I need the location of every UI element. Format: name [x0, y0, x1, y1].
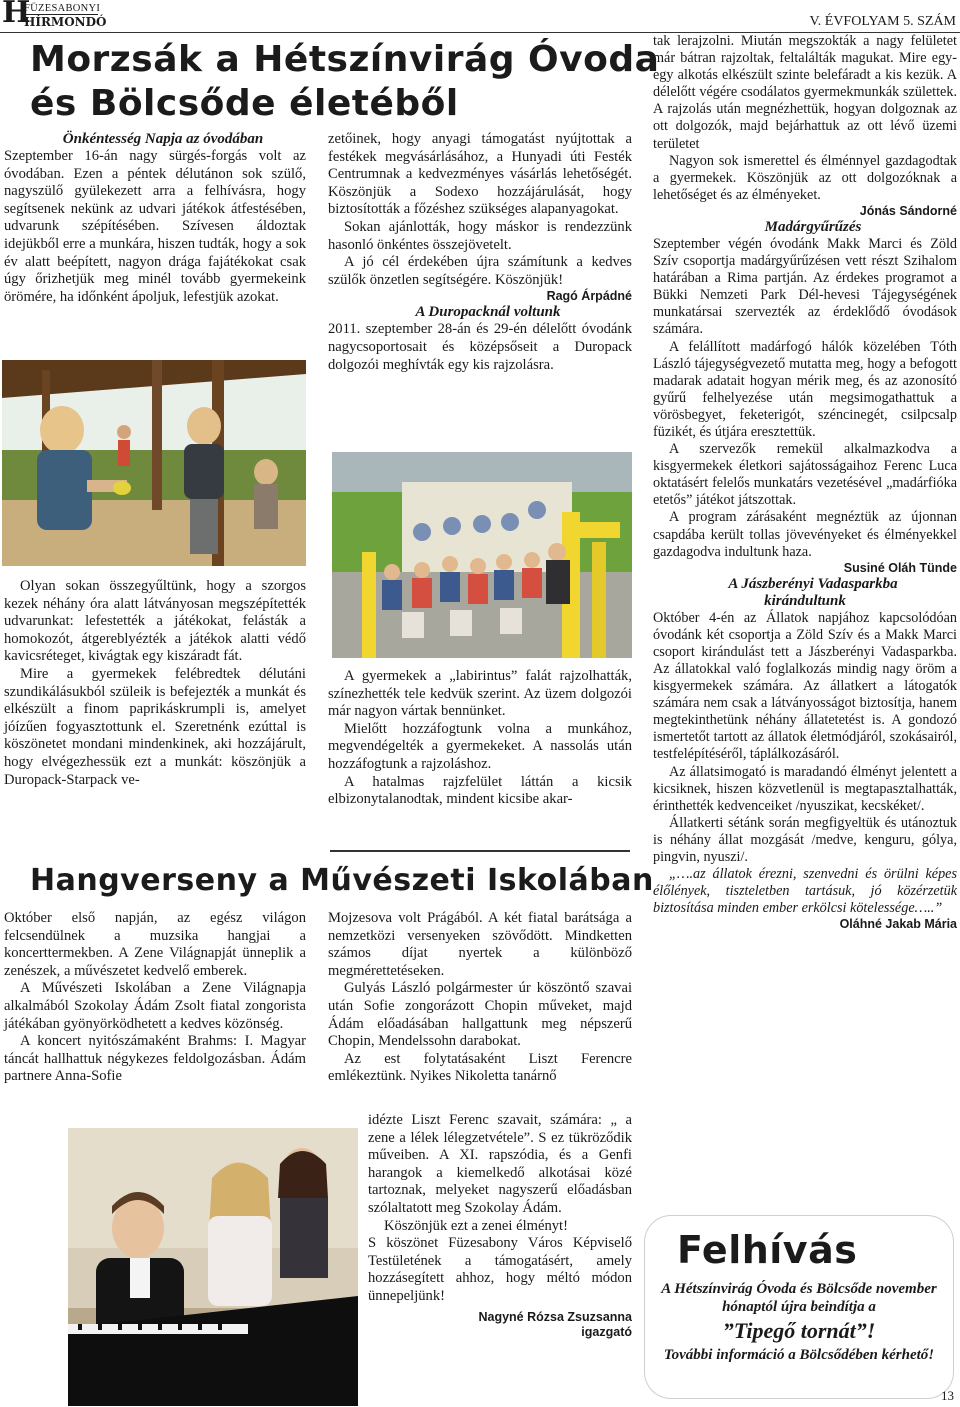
subhead-zoo-trip: A Jászberényi Vadasparkba kirándultunk — [728, 575, 898, 609]
photo-children-group — [332, 452, 632, 658]
callout-line1: A Hétszínvirág Óvoda és Bölcsőde november hónaptól újra beindítja a — [661, 1281, 937, 1315]
paragraph: Nagyon sok ismerettel és élménnyel gazdagodtak a gyermekek. Köszönjük az ott dolgozóknak a lehetőséget és az élményeket. — [653, 152, 957, 203]
article2-col2-wrap — [368, 1112, 632, 1340]
paragraph: Szeptember végén óvodánk Makk Marci és Zöld Szív csoportja madárgyűrűzésen vett részt Szihalom határában a Rima partján. Az érdekes programot a Bükki Nemzeti Park Dél-hevesi Tájegységének munkatársai szervezték az érdeklődő óvodások számára. — [653, 235, 957, 338]
paragraph: Köszönjük ezt a zenei élményt! — [384, 1217, 568, 1234]
masthead-logo — [2, 2, 122, 30]
paragraph: Október 4-én az Állatok napjához kapcsolódóan óvodánk két csoportja a Zöld Szív és a Makk Marci csoport kirándulást tett a Jászberényi Vadasparkba. Az állatokkal való foglalkozás mindig nagy öröm a kisgyermekek számára. Az állatkert a látogatók számára nem csak a látványosságot biztosítja, hanem megtekinthetünk néhány állatetetést is. A gondozó ismertetőt tartott az állatok életmódjáról, szokásairól, testfelépítéséről, táplálkozásáról. — [653, 609, 957, 763]
signature-title: igazgató — [581, 1324, 632, 1339]
paragraph: A hatalmas rajzfelület láttán a kicsik elbizonytalanodtak, mindent kicsibe akar- — [328, 773, 632, 808]
paragraph: A koncert nyitószámaként Brahms: I. Magyar táncát hallhattuk négykezes feldolgozásban. Ádám partnere Anna-Sofie — [4, 1033, 306, 1085]
article1-title-line2: és Bölcsőde életéből — [30, 83, 459, 124]
callout-title: Felhívás — [677, 1228, 858, 1272]
col3 — [653, 33, 957, 932]
signature: Oláhné Jakab Mária — [839, 917, 957, 932]
col1-bottom — [4, 578, 306, 789]
paragraph: Az állatsimogató is maradandó élményt jelentett a kicsiknek, hiszen közvetlenül is megtapasztalhatták, érinthették kedvenceiket /nyuszikat, kecskéket/. — [653, 763, 957, 814]
paragraph: Az est folytatásaként Liszt Ferencre emlékeztünk. Nyikes Nikoletta tanárnő — [328, 1050, 632, 1085]
subhead-duropack: A Duropacknál voltunk — [415, 304, 561, 321]
paragraph: Mielőtt hozzáfogtunk volna a munkához, megvendégelték a gyermekeket. A nassolás után hozzáfogtunk a rajzoláshoz. — [328, 720, 632, 772]
paragraph: zetőinek, hogy anyagi támogatást nyújtottak a festékek megvásárlásához, a Hunyadi úti Festék Centrumnak a kedvezményes vásárlás lehetőségét. Köszönjük a Sodexo hozzájárulását, hogy biztosították a főzéshez szükséges alapanyagokat. — [328, 131, 632, 218]
paragraph: Szeptember 16-án nagy sürgés-forgás volt az óvodában. Ezen a péntek délutánon sok szülő, nagyszülő gyülekezett arra a felhívásra, hogy segítsenek nekünk az udvari játékok átfestésében, udvarunk szépítésében. Szívesen áldoztak idejükből erre a munkára, hiszen tudták, hogy a sok év alatt beépített, nagyon drága fajátékokat csak úgy őrizhetjük meg minél tovább gyermekeink örömére, ha időnként ápoljuk, lefestjük azokat. — [4, 148, 306, 305]
photo-parents-painting — [2, 360, 306, 566]
signature: Susiné Oláh Tünde — [843, 560, 957, 575]
paragraph: A Művészeti Iskolában a Zene Világnapja alkalmából Szokolay Ádám Zsolt fiatal zongorista játékában gyönyörködhetett a kedves közönség. — [4, 980, 306, 1032]
photo-piano-concert — [68, 1128, 358, 1406]
signature: Ragó Árpádné — [546, 289, 632, 304]
quote: „….az állatok érezni, szenvedni és örülni képes élőlények, tiszteletben tartásuk, jó közérzetük biztosítása minden ember erkölcsi kötelessége…..” — [653, 866, 957, 917]
paragraph: A program zárásaként megnéztük az újonnan csapdába került tollas jövevényeket és élményekkel gazdagodva indultunk haza. — [653, 509, 957, 560]
col1-top — [4, 131, 306, 306]
paragraph: A jó cél érdekében újra számítunk a kedves szülők önzetlen segítségére. Köszönjük! — [328, 254, 632, 288]
paragraph: 2011. szeptember 28-án és 29-én délelőtt óvodánk nagycsoportosait és középsőseit a Duropack dolgozói meghívták egy kis rajzolásra. — [328, 321, 632, 373]
paragraph: Gulyás László polgármester úr köszöntő szavai után Sofie zongorázott Chopin műveket, majd Ádám előadásában hallgattunk meg népszerű Chopin, Mendelssohn darabokat. — [328, 980, 632, 1050]
logo-top: FÜZESABONYI — [24, 3, 101, 14]
subhead-bird-ringing: Madárgyűrűzés — [764, 218, 862, 235]
paragraph: tak lerajzolni. Miután megszokták a nagy felületet már bátran rajzoltak, feltalálták magukat. Mire egy-egy alkotás elkészült szinte belefáradt a kis kezük. A délelőtt végére csodálatos gyermekmunkák születtek. A rajzolás után megnézhettük, hogyan dolgoznak az ott dolgozók, majd bejárhattuk az ott lévő üzemi területet — [653, 33, 957, 152]
issue-number: V. ÉVFOLYAM 5. SZÁM — [809, 14, 956, 29]
article2-rule — [330, 850, 630, 852]
paragraph: Mire a gyermekek felébredtek délutáni szundikálásukból szüleik is befejezték a munkát és elkészült a finom paprikáskrumpli is, amelyet jóízűen fogyasztottunk el. Szeretnénk ezúttal is köszönetet mondani mindenkinek, aki hozzájárult, hogy elvégezhessük ezt a munkát: köszönjük a Duropack-Starpack ve- — [4, 665, 306, 788]
paragraph: idézte Liszt Ferenc szavait, számára: „ a zene a lélek lélegzetvétele”. S ez tükröződik műveiben. A XI. rapszódia, és a Genfi harangok a kiemelkedő alkotásai közé tartoznak, melyeket nagyszerű előadásban szólaltatott meg Szokolay Ádám. — [368, 1112, 632, 1216]
signature: Nagyné Rózsa Zsuzsanna — [478, 1309, 632, 1324]
article2-title: Hangverseny a Művészeti Iskolában — [30, 863, 654, 898]
paragraph: Sokan ajánlották, hogy máskor is rendezzünk hasonló önkéntes összejövetelt. — [328, 218, 632, 253]
paragraph: S köszönet Füzesabony Város Képviselő Testületének a támogatásért, amely hozzásegített ahhoz, hogy méltó módon ünnepeljünk! — [368, 1235, 632, 1304]
logo-bottom: HÍRMONDÓ — [24, 15, 107, 29]
callout-line3: További információ a Bölcsődében kérhető! — [663, 1347, 935, 1363]
logo-initial: H — [2, 0, 31, 30]
paragraph: A szervezők remekül alkalmazkodva a kisgyermekek életkori sajátosságaihoz Ferenc Luca oktatásért felelős munkatárs vezetésével „madárfióka etetős” játékot játszottak. — [653, 441, 957, 509]
paragraph: Október első napján, az egész világon felcsendülnek a muzsika hangjai a koncerttermekben. A Zene Világnapját ünneplik a zenészek, a művészetet kedvelő emberek. — [4, 910, 306, 979]
paragraph: A felállított madárfogó hálók közelében Tóth László tájegységvezető mutatta meg, hogy a befogott madarak adatait hogyan mérik meg, és az azonosító gyűrű felhelyezése után megsimogathattuk a vörösbegyet, feketerigót, széncinegét, csilpcsalp füzikét, és útjára eresztettük. — [653, 338, 957, 440]
col2-top — [328, 131, 632, 374]
article2-col1 — [4, 910, 306, 1086]
callout-box — [645, 1216, 953, 1398]
article1-title-line1: Morzsák a Hétszínvirág Óvoda — [30, 39, 660, 80]
paragraph: Állatkerti sétánk során megfigyeltük és utánoztuk is néhány állat mozgását /medve, kenguru, gólya, pingvin, nyuszi/. — [653, 814, 957, 866]
page-number: 13 — [941, 1388, 954, 1403]
callout-line2: ”Tipegő tornát”! — [722, 1318, 876, 1343]
signature: Jónás Sándorné — [859, 203, 957, 218]
subhead-volunteer-day: Önkéntesség Napja az óvodában — [62, 131, 264, 147]
col2-bottom — [328, 668, 632, 809]
article2-col2 — [328, 910, 632, 1086]
paragraph: Olyan sokan összegyűltünk, hogy a szorgos kezek néhány óra alatt látványosan megszépítették udvarunkat: lefestették a játékokat, felásták a homokozót, átgereblyézték a játékok alatti védő kavicsréteget, kivágtak egy kiszáradt fát. — [4, 578, 306, 665]
paragraph: A gyermekek a „labirintus” falát rajzolhatták, színezhették tele kedvük szerint. Az üzem dolgozói már nagyon vártak bennünket. — [328, 668, 632, 720]
paragraph: Mojzesova volt Prágából. A két fiatal barátsága a nemzetközi versenyeken szövődött. Mindketten számos díjat nyertek a különböző megmérettetéseken. — [328, 910, 632, 979]
